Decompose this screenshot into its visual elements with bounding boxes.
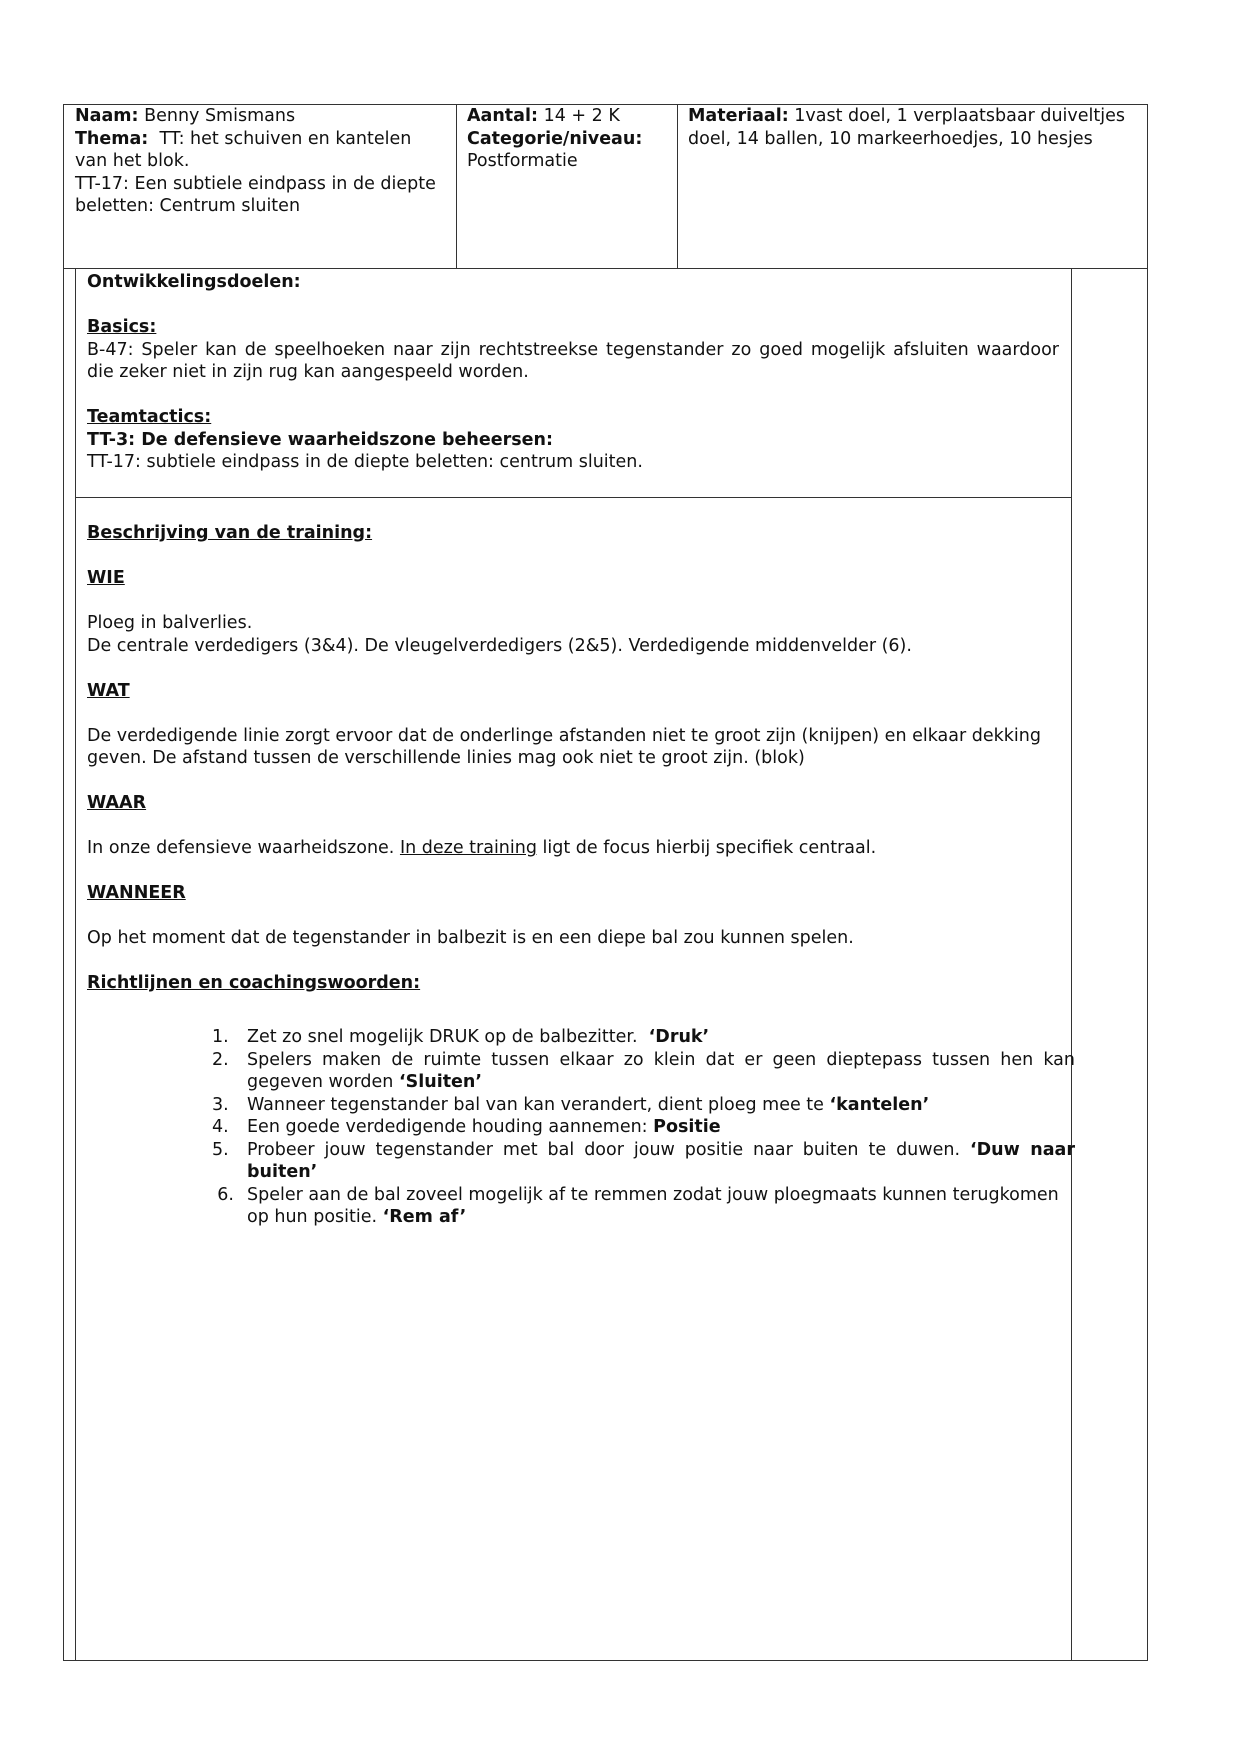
wie-line1: Ploeg in balverlies. bbox=[87, 613, 253, 633]
list-item-number: 6. bbox=[217, 1184, 234, 1205]
beschrijving-title: Beschrijving van de training: bbox=[87, 523, 373, 543]
tt3-heading: TT-3: De defensieve waarheidszone beheersen: bbox=[87, 429, 553, 450]
wat-text: De verdedigende linie zorgt ervoor dat de onderlinge afstanden niet te groot zijn (knijpen) en elkaar dekking geven. De afstand tussen de verschillende linies mag ook niet te groot zijn. (blok) bbox=[87, 725, 1041, 768]
beschrijving-section bbox=[87, 522, 1059, 995]
ontwikkeling-section bbox=[87, 271, 1059, 474]
list-item bbox=[212, 1184, 1075, 1229]
header-cell-naam bbox=[75, 105, 447, 218]
list-item-text: Speler aan de bal zoveel mogelijk af te remmen zodat jouw ploegmaats kunnen terugkomen op hun positie. bbox=[247, 1184, 1059, 1227]
header-divider-2 bbox=[677, 104, 678, 269]
outer-left-border bbox=[63, 104, 64, 1661]
section-divider bbox=[75, 497, 1072, 498]
richtlijnen-title: Richtlijnen en coachingswoorden: bbox=[87, 973, 421, 993]
ontwikkeling-title: Ontwikkelingsdoelen: bbox=[87, 272, 301, 292]
basics-title: Basics: bbox=[87, 317, 157, 337]
wanneer-text: Op het moment dat de tegenstander in balbezit is en een diepe bal zou kunnen spelen. bbox=[87, 928, 854, 948]
waar-link: In deze training bbox=[399, 838, 537, 858]
categorie-value: Postformatie bbox=[467, 151, 578, 171]
naam-label: Naam: bbox=[75, 106, 139, 126]
list-item-number: 3. bbox=[212, 1094, 229, 1115]
list-item-text: Een goede verdedigende houding aannemen: bbox=[247, 1117, 648, 1137]
naam-value: Benny Smismans bbox=[144, 106, 296, 126]
list-item-keyword: ‘kantelen’ bbox=[829, 1094, 930, 1115]
outer-right-border bbox=[1147, 104, 1148, 1661]
inner-right-border bbox=[1071, 268, 1072, 1661]
wie-title: WIE bbox=[87, 568, 125, 588]
materiaal-value: 1vast doel, 1 verplaatsbaar duiveltjes doel, 14 ballen, 10 markeerhoedjes, 10 hesjes bbox=[688, 106, 1125, 149]
wat-title: WAT bbox=[87, 680, 130, 701]
waar-post: ligt de focus hierbij specifiek centraal. bbox=[542, 838, 877, 858]
list-item-text: Zet zo snel mogelijk DRUK op de balbezitter. bbox=[247, 1027, 638, 1047]
list-item-keyword: ‘Duw naar buiten’ bbox=[247, 1139, 1075, 1182]
list-item bbox=[212, 1094, 1075, 1117]
list-item-keyword: ‘Sluiten’ bbox=[398, 1072, 483, 1092]
basics-text: B-47: Speler kan de speelhoeken naar zijn rechtstreekse tegenstander zo goed mogelijk afsluiten waardoor die zeker niet in zijn rug kan aangespeeld worden. bbox=[87, 339, 1059, 382]
thema-label: Thema: bbox=[75, 128, 149, 149]
header-bottom-border bbox=[63, 268, 1148, 269]
list-item-text: Wanneer tegenstander bal van kan verandert, dient ploeg mee te bbox=[247, 1094, 824, 1115]
outer-bottom-border bbox=[63, 1660, 1148, 1661]
list-item-number: 2. bbox=[212, 1049, 229, 1070]
teamtactics-title: Teamtactics: bbox=[87, 407, 212, 427]
inner-left-border bbox=[75, 268, 76, 1661]
list-item-keyword: Positie bbox=[653, 1117, 721, 1137]
wie-line2: De centrale verdedigers (3&4). De vleugelverdedigers (2&5). Verdedigende middenvelder (6). bbox=[87, 635, 912, 656]
categorie-label: Categorie/niveau: bbox=[467, 128, 643, 149]
materiaal-label: Materiaal: bbox=[688, 106, 789, 126]
list-item-number: 5. bbox=[212, 1139, 229, 1160]
list-item-text: Spelers maken de ruimte tussen elkaar zo klein dat er geen dieptepass tussen hen kan gegeven worden bbox=[247, 1049, 1075, 1092]
waar-title: WAAR bbox=[87, 793, 147, 813]
header-cell-aantal bbox=[467, 105, 672, 173]
coaching-list bbox=[212, 1026, 1075, 1229]
waar-pre: In onze defensieve waarheidszone. bbox=[87, 838, 395, 858]
list-item-keyword: ‘Rem af’ bbox=[382, 1207, 467, 1227]
list-item-number: 1. bbox=[212, 1027, 229, 1047]
aantal-label: Aantal: bbox=[467, 106, 538, 126]
tt17-text: TT-17: subtiele eindpass in de diepte beletten: centrum sluiten. bbox=[87, 452, 643, 472]
header-cell-materiaal bbox=[688, 105, 1143, 150]
list-item-number: 4. bbox=[212, 1117, 229, 1137]
thema-value: TT: het schuiven en kantelen van het blok. bbox=[75, 128, 412, 171]
list-item-text: Probeer jouw tegenstander met bal door jouw positie naar buiten te duwen. bbox=[247, 1139, 961, 1160]
waar-text bbox=[87, 837, 1059, 860]
wanneer-title: WANNEER bbox=[87, 883, 186, 903]
thema-sub: TT-17: Een subtiele eindpass in de diepte beletten: Centrum sluiten bbox=[75, 173, 436, 216]
header-divider-1 bbox=[456, 104, 457, 269]
list-item bbox=[212, 1116, 1075, 1139]
aantal-value: 14 + 2 K bbox=[543, 106, 620, 126]
list-item bbox=[212, 1139, 1075, 1184]
list-item bbox=[212, 1049, 1075, 1094]
list-item bbox=[212, 1026, 1075, 1049]
list-item-keyword: ‘Druk’ bbox=[648, 1027, 710, 1047]
